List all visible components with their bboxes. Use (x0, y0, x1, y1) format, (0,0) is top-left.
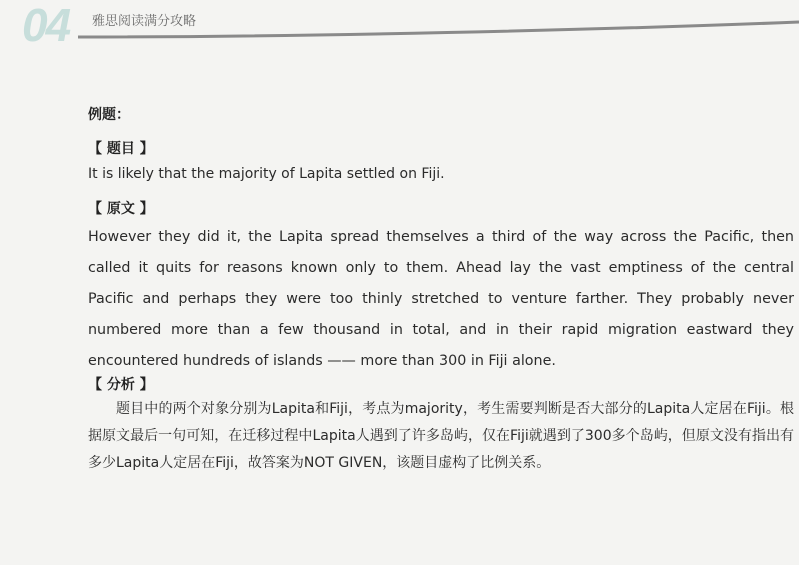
passage-line: numbered more than a few thousand in total, and in their rapid migration eastward they (88, 322, 794, 338)
analysis-paragraph: 题目中的两个对象分别为Lapita和Fiji，考点为majority，考生需要判断是否大部分的Lapita人定居在Fiji。根据原文最后一句可知，在迁移过程中Lapita人遇到了许多岛屿，仅在Fiji就遇到了300多个岛屿，但原文没有指出有多少Lapita人定居在Fiji，故答案为NOT GIVEN，该题目虚构了比例关系。 (88, 401, 794, 471)
question-heading: 【 题目 】 (88, 141, 154, 157)
question-statement: It is likely that the majority of Lapita settled on Fiji. (88, 166, 445, 182)
original-text-heading: 【 原文 】 (88, 201, 154, 217)
chapter-number: 04 (22, 0, 70, 51)
page-header (0, 0, 799, 50)
book-title: 雅思阅读满分攻略 (92, 14, 197, 29)
original-passage (88, 222, 794, 377)
passage-line: encountered hundreds of islands —— more than 300 in Fiji alone. (88, 353, 556, 369)
passage-line: called it quits for reasons known only to them. Ahead lay the vast emptiness of the central (88, 260, 794, 276)
example-heading: 例题： (88, 107, 130, 123)
analysis-heading: 【 分析 】 (88, 377, 154, 393)
passage-line: Pacific and perhaps they were too thinly stretched to venture farther. They probably never (88, 291, 794, 307)
passage-line: However they did it, the Lapita spread themselves a third of the way across the Pacific, then (88, 229, 794, 245)
